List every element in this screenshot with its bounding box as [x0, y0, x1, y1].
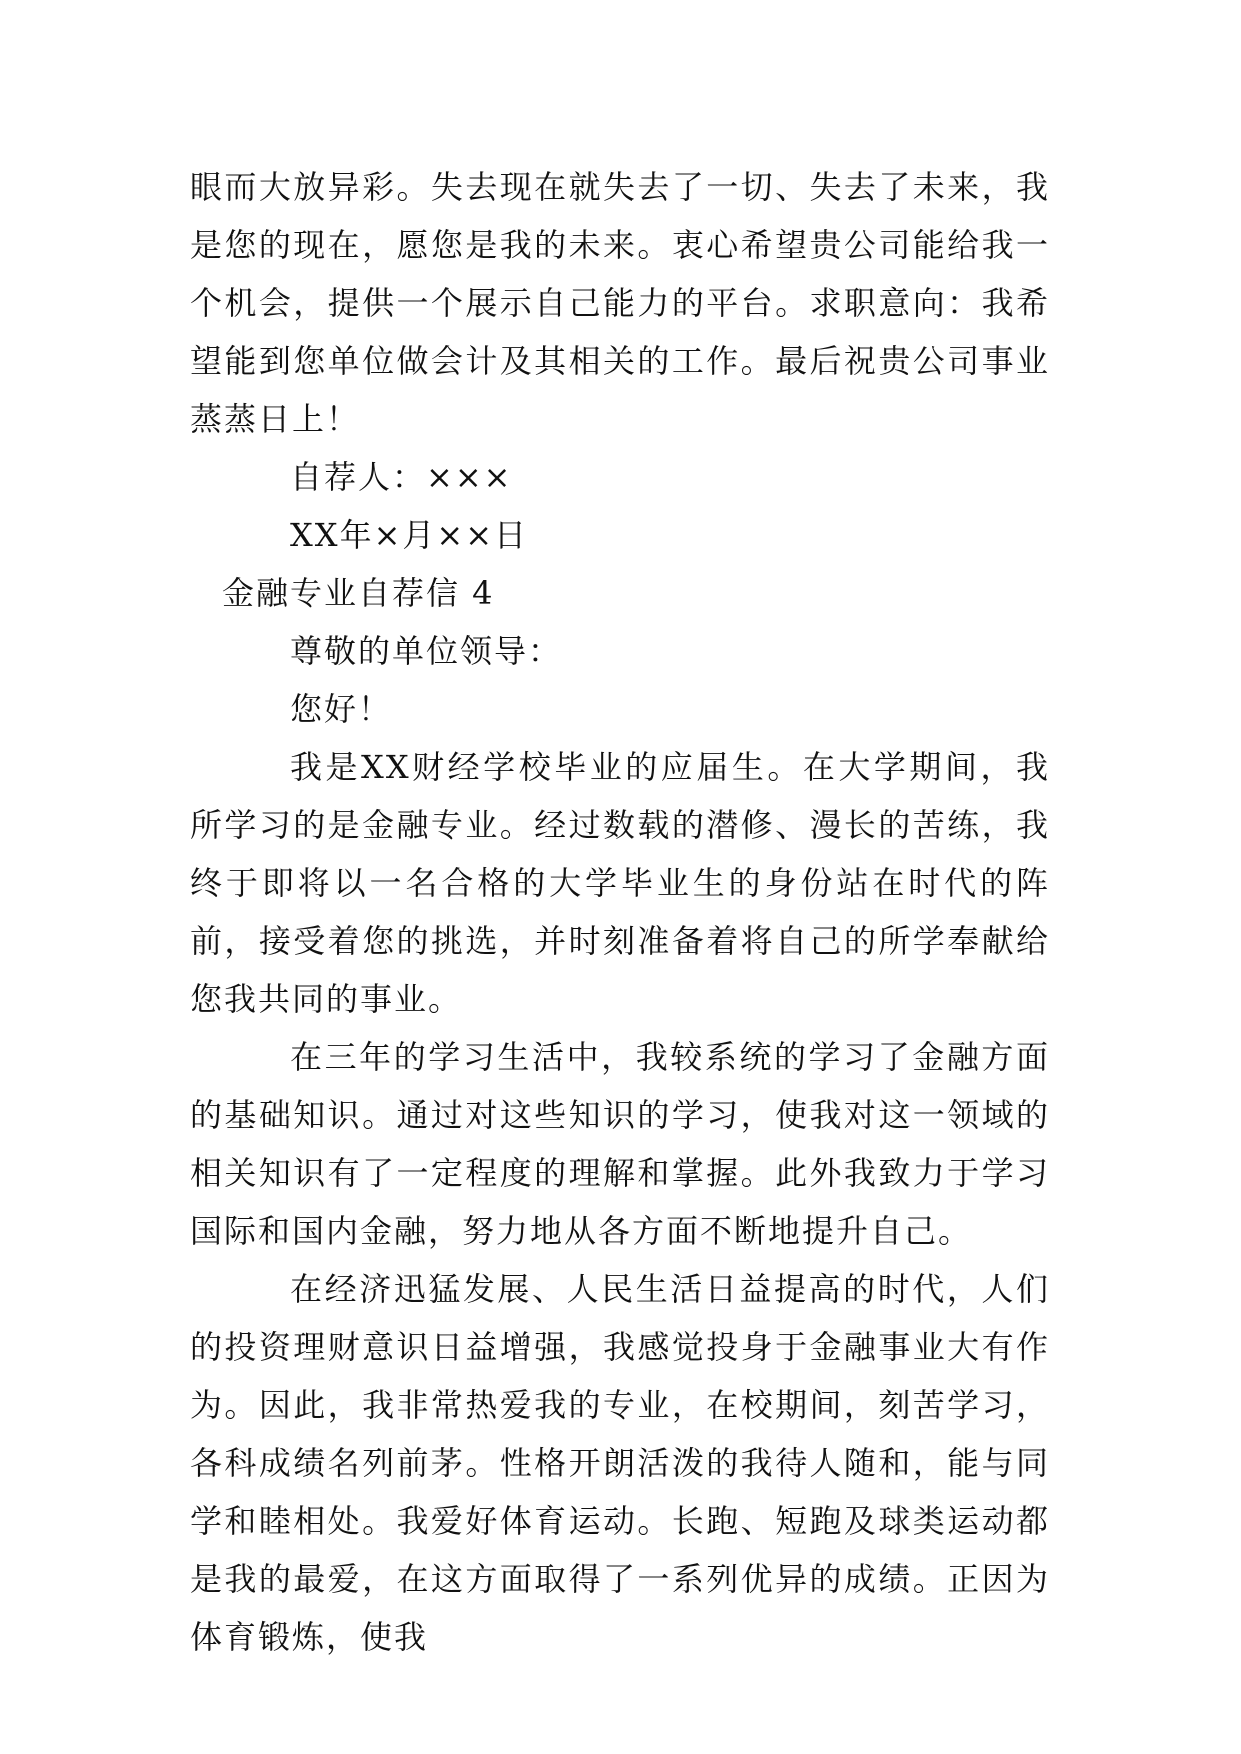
document-body — [190, 158, 1050, 1666]
paragraph-closing: 眼而大放异彩。失去现在就失去了一切、失去了未来，我是您的现在，愿您是我的未来。衷心希望贵公司能给我一个机会，提供一个展示自己能力的平台。求职意向：我希望能到您单位做会计及其相关的工作。最后祝贵公司事业蒸蒸日上！ — [190, 168, 1050, 438]
greeting: 您好！ — [290, 690, 393, 728]
paragraph-motivation: 在经济迅猛发展、人民生活日益提高的时代，人们的投资理财意识日益增强，我感觉投身于金融事业大有作为。因此，我非常热爱我的专业，在校期间，刻苦学习，各科成绩名列前茅。性格开朗活泼的我待人随和，能与同学和睦相处。我爱好体育运动。长跑、短跑及球类运动都是我的最爱，在这方面取得了一系列优异的成绩。正因为体育锻炼，使我 — [190, 1270, 1050, 1656]
salutation: 尊敬的单位领导： — [290, 632, 563, 670]
date-line: XX年×月××日 — [290, 516, 529, 554]
signer-line: 自荐人：××× — [290, 458, 513, 496]
paragraph-intro: 我是XX财经学校毕业的应届生。在大学期间，我所学习的是金融专业。经过数载的潜修、漫长的苦练，我终于即将以一名合格的大学毕业生的身份站在时代的阵前，接受着您的挑选，并时刻准备着将自己的所学奉献给您我共同的事业。 — [190, 748, 1050, 1018]
paragraph-study: 在三年的学习生活中，我较系统的学习了金融方面的基础知识。通过对这些知识的学习，使我对这一领域的相关知识有了一定程度的理解和掌握。此外我致力于学习国际和国内金融，努力地从各方面不断地提升自己。 — [190, 1038, 1050, 1250]
section-title: 金融专业自荐信 4 — [222, 574, 495, 612]
